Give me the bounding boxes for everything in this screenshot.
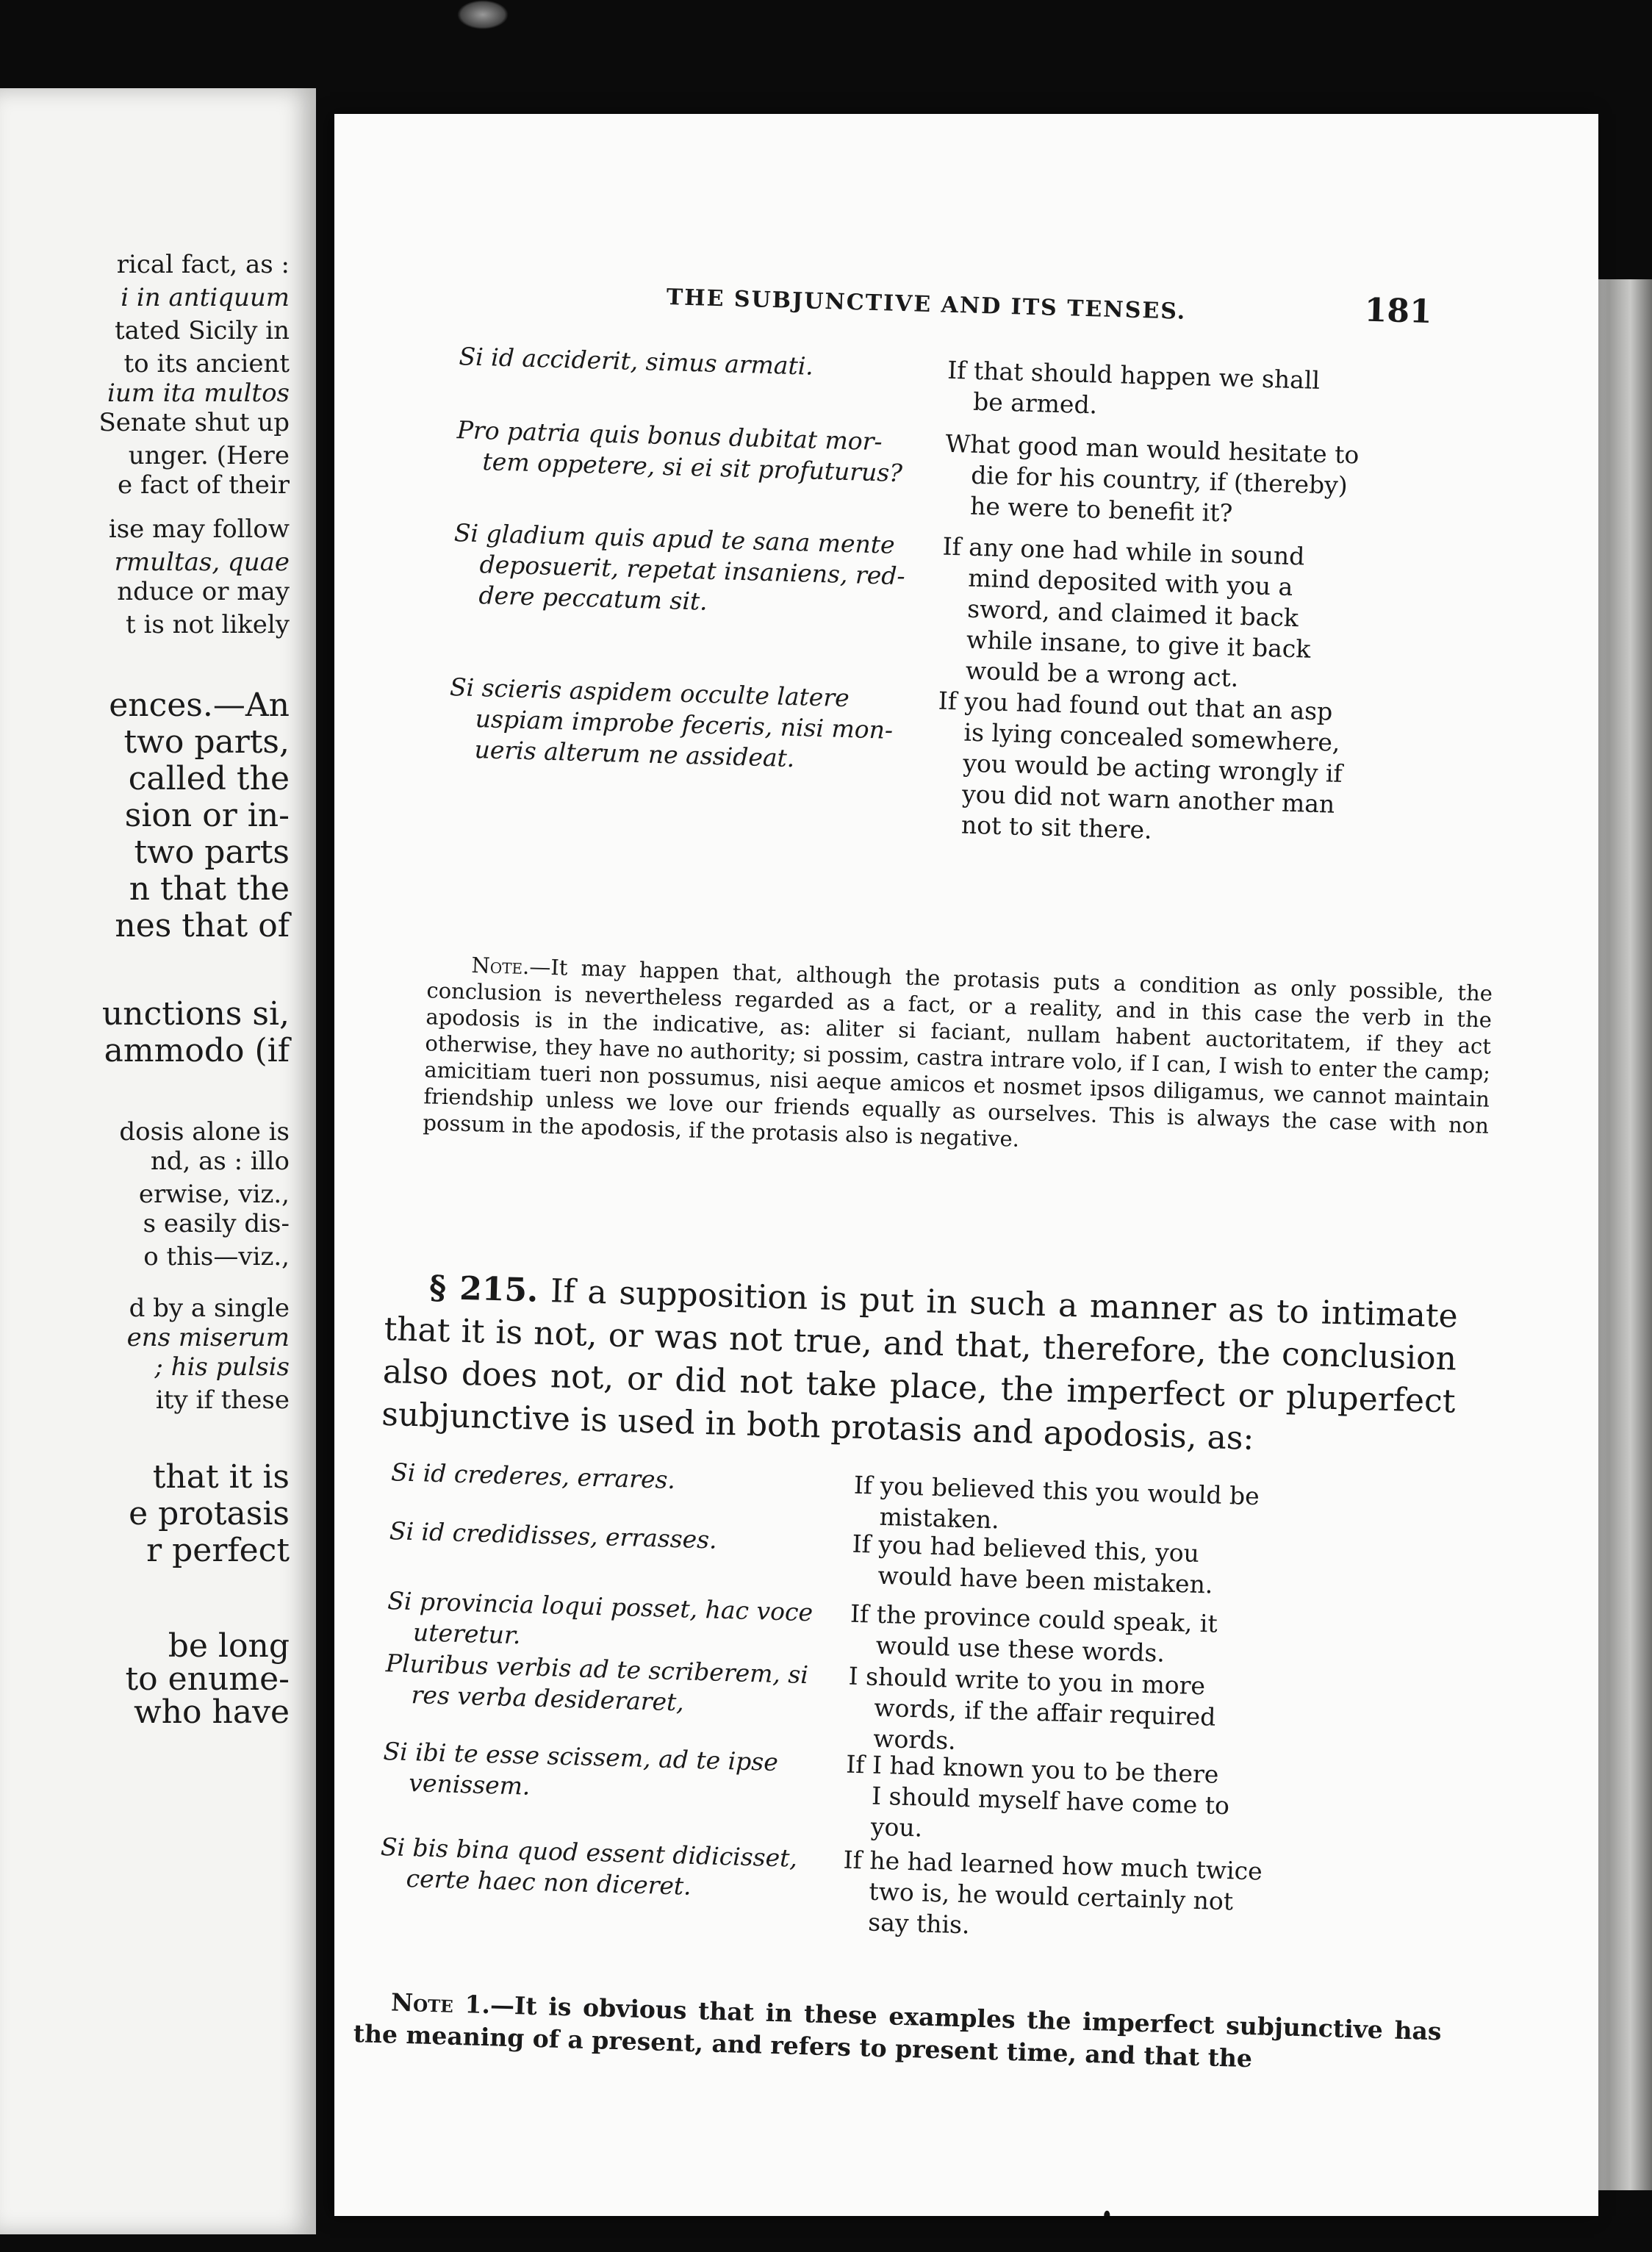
left-page-line: be long	[168, 1627, 290, 1665]
latin-line: deposuerit, repetat insaniens, red-	[479, 550, 906, 591]
latin-example	[382, 1736, 861, 1811]
english-line: sword, and claimed it back	[966, 594, 1299, 633]
latin-line: Si ibi te esse scissem, ad te ipse	[383, 1737, 779, 1777]
english-translation	[934, 686, 1394, 853]
english-translation	[947, 355, 1404, 429]
english-line: If any one had while in sound	[942, 531, 1305, 571]
left-page-line: called the	[128, 760, 290, 797]
english-line: be armed.	[972, 387, 1098, 420]
left-page-line: n that the	[129, 870, 290, 908]
latin-example	[448, 672, 927, 778]
english-line: I should myself have come to	[871, 1781, 1230, 1821]
english-line: If you had found out that an asp	[938, 686, 1333, 726]
left-page-line: two parts,	[123, 723, 290, 761]
left-page-line: to its ancient	[123, 349, 290, 379]
english-translation	[938, 531, 1398, 698]
english-line: would be a wrong act.	[965, 656, 1239, 692]
left-page-line: who have	[134, 1693, 290, 1731]
left-page-line: t is not likely	[126, 610, 290, 639]
latin-example	[391, 1457, 869, 1501]
latin-example	[379, 1832, 858, 1907]
page-number: 181	[1364, 291, 1433, 331]
english-line: two is, he would certainly not	[868, 1876, 1234, 1916]
left-page-line: nd, as : illo	[150, 1147, 290, 1176]
left-page-line: ; his pulsis	[154, 1352, 290, 1382]
english-translation	[841, 1845, 1299, 1950]
note-text: —It may happen that, although the protasis puts a condition as only possible, the conclusion is nevertheless regarded as a fact, or a reality, and in this case the verb in the apodosis is in the indicative, as: aliter si faciant, nullam habent auctoritatem, if they act otherwise, they have no authority; si possim, castra intrare volo, if I can, I wish to enter the camp; amicitiam tueri non possumus, nisi aeque amicos et nosmet ipsos diligamus, we cannot maintain friendship unless we love our friends equally as ourselves. This is always the case with non possum in the apodosis, if the protasis also is negative.	[422, 954, 1493, 1152]
left-page-line: rical fact, as :	[116, 250, 290, 279]
english-translation	[844, 1749, 1301, 1854]
english-line: I should write to you in more	[848, 1661, 1206, 1701]
left-page-line: Senate shut up	[98, 408, 290, 437]
note-label: Note.	[471, 952, 530, 980]
right-page	[334, 114, 1598, 2216]
running-header: THE SUBJUNCTIVE AND ITS TENSES.	[666, 284, 1187, 325]
latin-example	[452, 517, 932, 623]
latin-line: Si scieris aspidem occulte latere	[449, 673, 850, 713]
english-line: If that should happen we shall	[947, 355, 1321, 395]
note-1	[353, 1985, 1442, 2080]
english-line: would have been mistaken.	[877, 1560, 1213, 1599]
latin-line: certe haec non diceret.	[406, 1863, 692, 1901]
section-215	[381, 1266, 1459, 1466]
left-page-line: ium ita multos	[107, 379, 290, 408]
note-1-text: —It is obvious that in these examples the imperfect subjunctive has the meaning of a present, and refers to present time, and that the	[353, 1990, 1443, 2073]
latin-example	[459, 341, 937, 385]
english-line: while insane, to give it back	[966, 625, 1311, 664]
english-line: you did not warn another man	[961, 779, 1335, 819]
latin-line: venissem.	[408, 1768, 531, 1801]
left-page-line: to enume-	[125, 1660, 290, 1698]
latin-example	[384, 1648, 863, 1723]
latin-line: ueris alterum ne assideat.	[474, 734, 795, 773]
english-line: mistaken.	[879, 1502, 1000, 1535]
english-line: mind deposited with you a	[967, 563, 1293, 601]
latin-example	[389, 1516, 867, 1560]
left-page-line: ammodo (if	[104, 1032, 290, 1069]
left-page-line: i in antiquum	[121, 283, 290, 312]
english-line: If you had believed this, you	[852, 1529, 1200, 1568]
english-line: If I had known you to be there	[845, 1749, 1219, 1789]
section-text: If a supposition is put in such a manner as to intimate that it is not, or was not true, and that, therefore, the conclusion also does not, or did not take place, the imperfect or pluperfect subjunctive is used in both protasis and apodosis, as:	[381, 1272, 1459, 1457]
latin-line: Si gladium quis apud te sana mente	[453, 518, 896, 559]
left-page-line: tated Sicily in	[114, 316, 290, 345]
english-line: If you believed this you would be	[853, 1470, 1260, 1511]
note	[423, 950, 1493, 1165]
latin-line: tem oppetere, si ei sit profuturus?	[482, 447, 903, 488]
left-page-line: e protasis	[129, 1495, 290, 1532]
latin-line: Si id acciderit, simus armati.	[459, 342, 814, 381]
section-number: § 215.	[428, 1269, 539, 1310]
english-line: If he had learned how much twice	[843, 1845, 1263, 1886]
english-line: If the province could speak, it	[850, 1599, 1218, 1638]
latin-example	[456, 415, 935, 490]
left-page-line: that it is	[152, 1458, 290, 1496]
english-line: not to sit there.	[960, 810, 1153, 844]
english-line: say this.	[867, 1907, 971, 1940]
left-page-line: ise may follow	[108, 514, 290, 544]
english-line: you would be acting wrongly if	[962, 748, 1343, 788]
english-line: is lying concealed somewhere,	[963, 717, 1340, 757]
english-line: words.	[872, 1724, 957, 1755]
english-translation	[944, 428, 1401, 534]
left-page	[0, 88, 316, 2234]
left-page-line: ences.—An	[109, 686, 290, 724]
latin-line: uteretur.	[412, 1618, 522, 1650]
english-line: words, if the affair required	[873, 1693, 1216, 1732]
latin-line: Si id credidisses, errasses.	[389, 1516, 718, 1554]
left-page-line: r perfect	[146, 1532, 290, 1569]
latin-line: Pluribus verbis ad te scriberem, si	[385, 1649, 809, 1690]
english-line: you.	[870, 1812, 923, 1843]
latin-line: Pro patria quis bonus dubitat mor-	[456, 415, 883, 456]
ink-dot	[1104, 2211, 1110, 2216]
english-line: What good man would hesitate to	[945, 428, 1360, 470]
left-page-line: two parts	[134, 833, 290, 871]
left-page-line: erwise, viz.,	[138, 1180, 290, 1209]
english-translation	[851, 1529, 1308, 1603]
left-page-line: o this—viz.,	[143, 1242, 290, 1272]
left-page-line: unger. (Here	[128, 441, 290, 470]
english-line: die for his country, if (thereby)	[970, 460, 1348, 501]
note-1-label: Note 1.	[390, 1987, 491, 2020]
left-page-line: ity if these	[155, 1385, 290, 1415]
left-page-line: d by a single	[129, 1294, 290, 1323]
latin-line: dere peccatum sit.	[478, 581, 708, 616]
left-page-line: sion or in-	[124, 797, 290, 834]
left-page-line: nduce or may	[117, 577, 290, 606]
english-line: would use these words.	[875, 1630, 1166, 1668]
left-page-line: nes that of	[115, 907, 290, 944]
latin-line: Si id crederes, errares.	[390, 1457, 676, 1494]
left-page-line: dosis alone is	[119, 1117, 290, 1147]
english-translation	[849, 1599, 1306, 1673]
left-page-line: e fact of their	[118, 470, 290, 500]
latin-line: uspiam improbe feceris, nisi mon-	[475, 704, 894, 745]
latin-line: res verba desideraret,	[411, 1680, 685, 1717]
left-page-line: ens miserum	[126, 1323, 290, 1352]
latin-line: Si bis bina quod essent didicisset,	[380, 1832, 798, 1873]
left-page-line: s easily dis-	[143, 1209, 290, 1238]
ink-blot	[457, 0, 509, 29]
latin-line: Si provincia loqui posset, hac voce	[387, 1586, 814, 1627]
left-page-line: unctions si,	[101, 995, 290, 1033]
english-line: he were to benefit it?	[969, 491, 1233, 528]
left-page-line: rmultas, quae	[114, 548, 290, 577]
